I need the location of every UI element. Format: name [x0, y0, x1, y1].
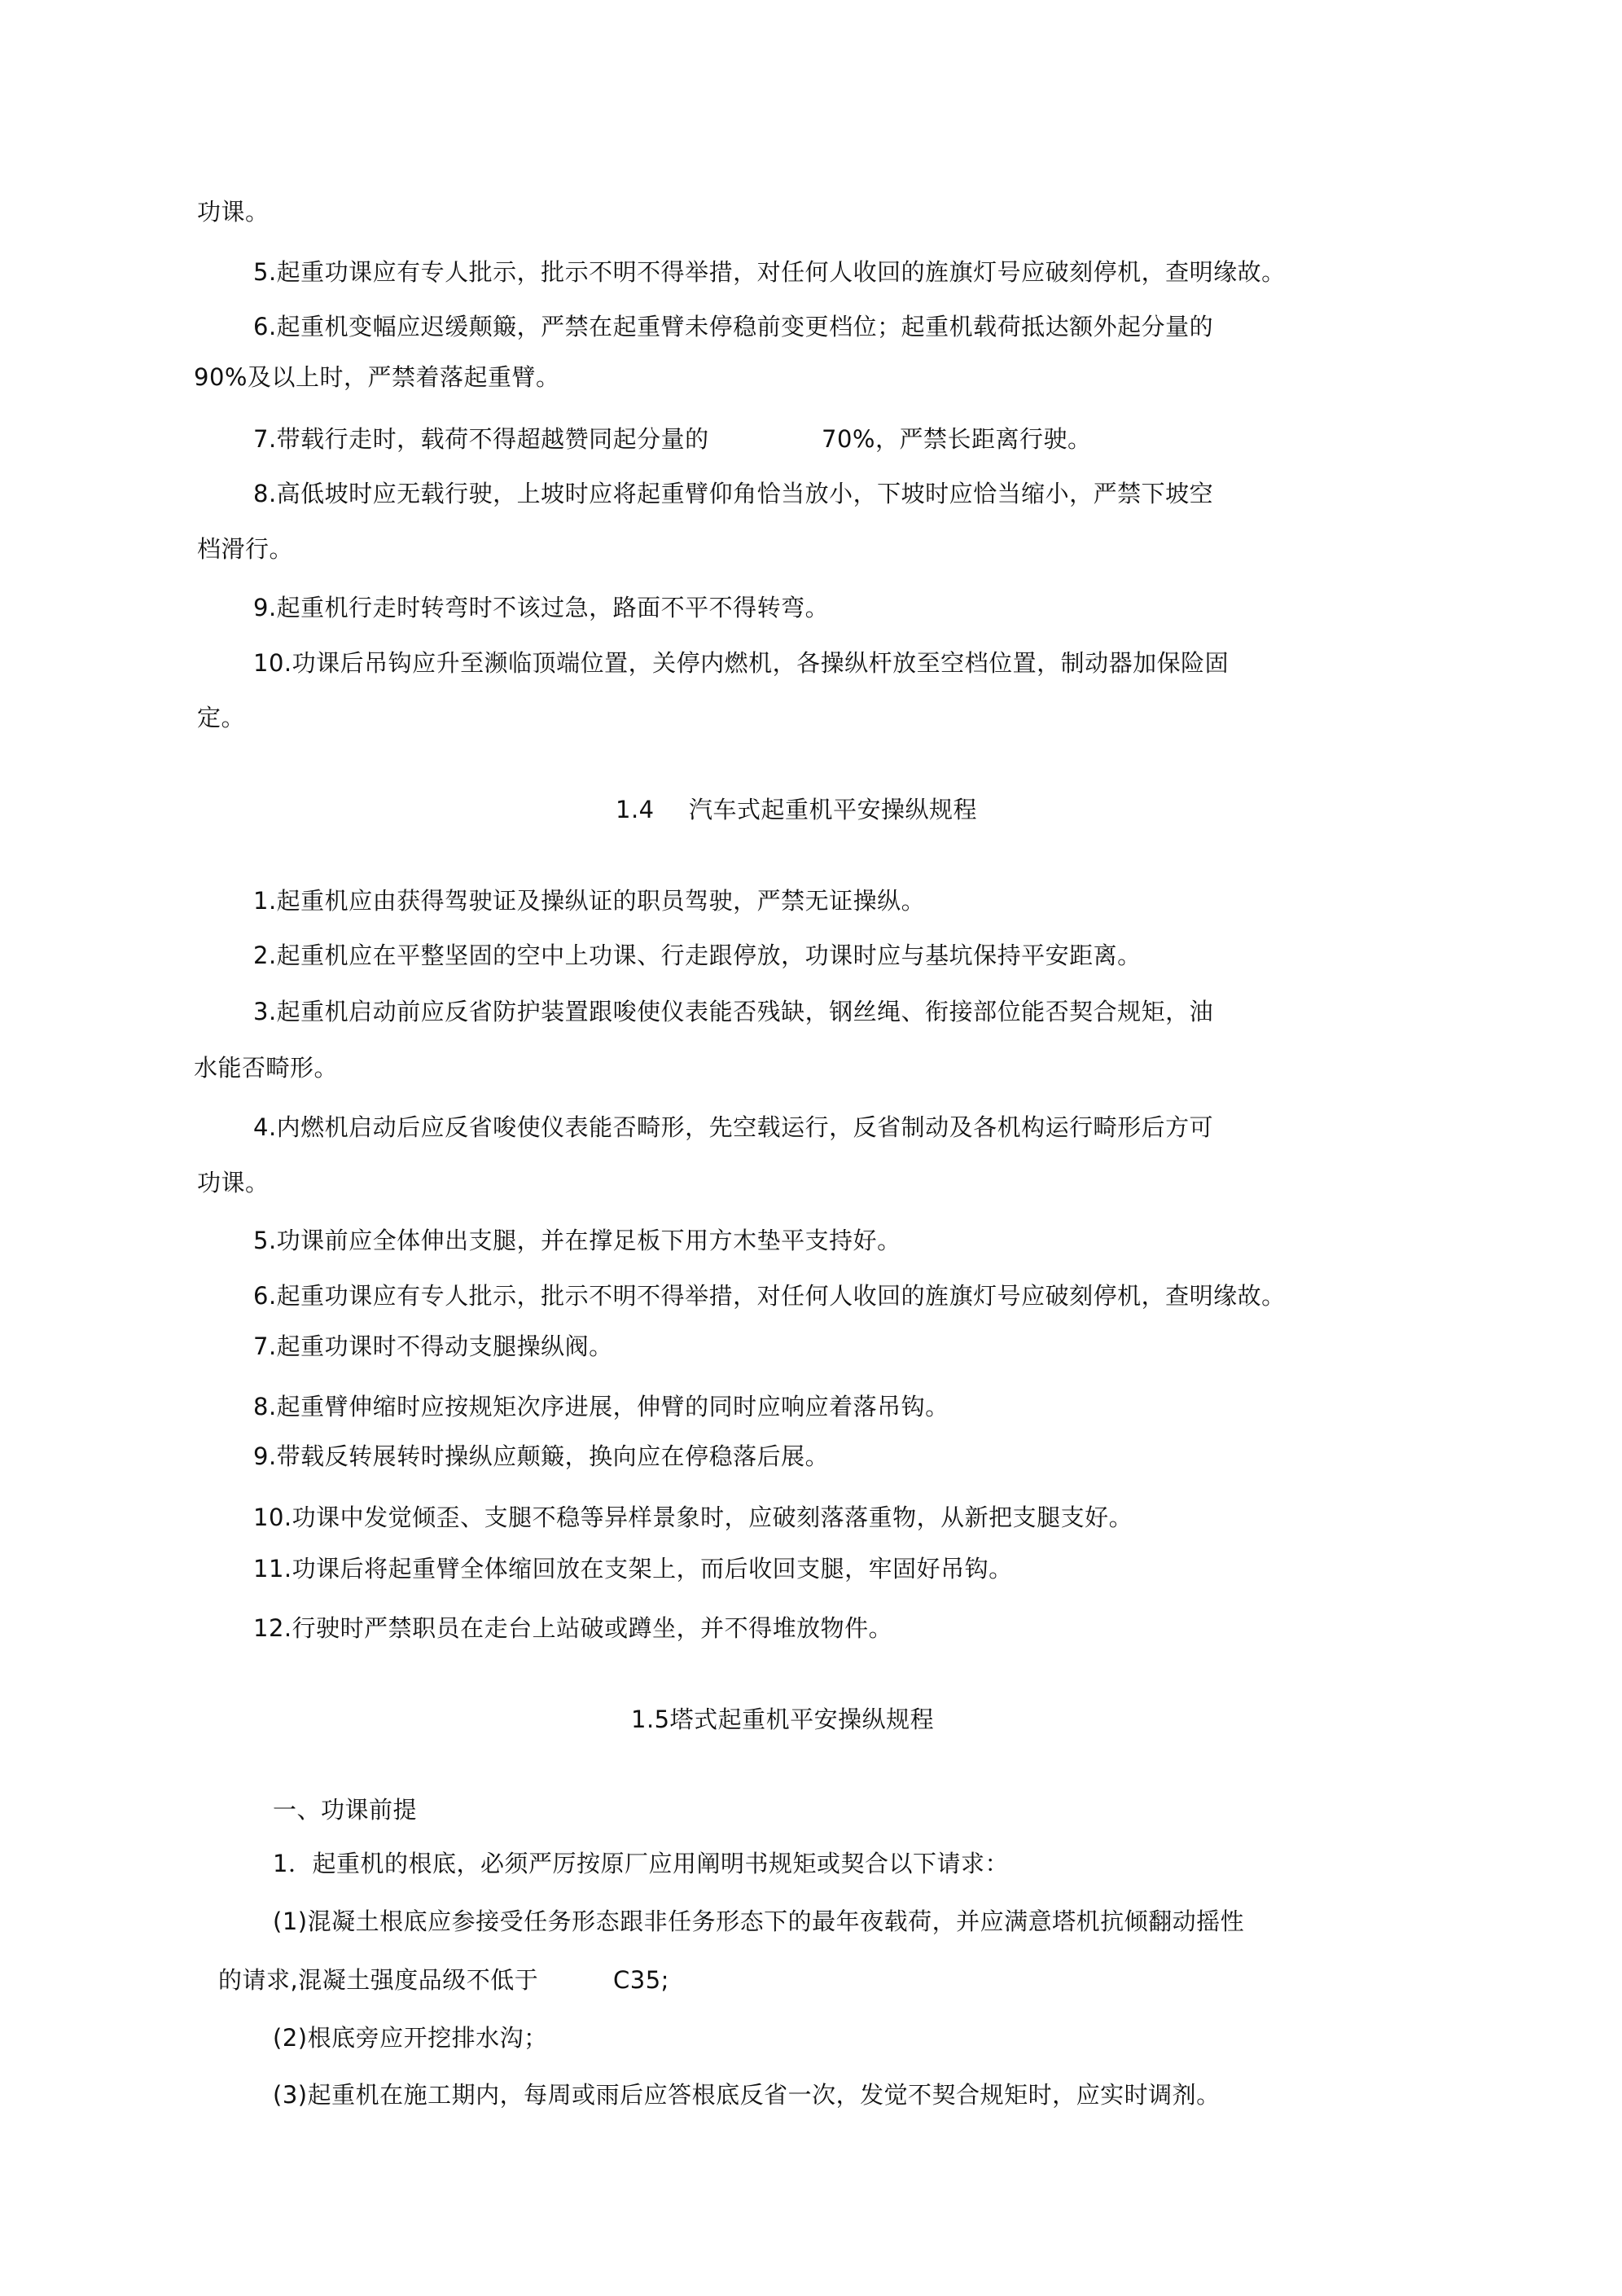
- paragraph-item-8-line1: 8.高低坡时应无载行驶，上坡时应将起重臂仰角恰当放小，下坡时应恰当缩小，严禁下坡空: [253, 480, 1214, 507]
- paragraph-item-1: 1.起重机应由获得驾驶证及操纵证的职员驾驶，严禁无证操纵。: [253, 887, 926, 915]
- paragraph-subitem-2: (2)根底旁应开挖排水沟；: [273, 2024, 548, 2052]
- section-heading: 1.5塔式起重机平安操纵规程: [631, 1706, 935, 1733]
- paragraph-subitem-3: (3)起重机在施工期内，每周或雨后应答根底反省一次，发觉不契合规矩时，应实时调剂。: [273, 2081, 1221, 2109]
- paragraph-item-12: 12.行驶时严禁职员在走台上站破或蹲坐，并不得堆放物件。: [253, 1614, 893, 1642]
- paragraph-continuation: 功课。: [197, 198, 270, 226]
- paragraph-item-6: 6.起重功课应有专人批示，批示不明不得举措，对任何人收回的旌旗灯号应破刻停机，查明缘故。: [253, 1282, 1286, 1310]
- paragraph-item-7-part2: 70%，严禁长距离行驶。: [822, 425, 1092, 453]
- subsection-heading: 一、功课前提: [273, 1796, 418, 1824]
- concrete-grade: C35;: [613, 1966, 669, 1994]
- paragraph-item-9: 9.带载反转展转时操纵应颠簸，换向应在停稳落后展。: [253, 1442, 830, 1470]
- paragraph-item-2: 2.起重机应在平整坚固的空中上功课、行走跟停放，功课时应与基坑保持平安距离。: [253, 942, 1142, 969]
- paragraph-item-4-line2: 功课。: [197, 1169, 270, 1196]
- paragraph-item-8-line2: 档滑行。: [197, 535, 294, 563]
- paragraph-item-10-line1: 10.功课后吊钩应升至濒临顶端位置，关停内燃机，各操纵杆放至空档位置，制动器加保险固: [253, 649, 1230, 677]
- paragraph-item-9: 9.起重机行走时转弯时不该过急，路面不平不得转弯。: [253, 594, 830, 621]
- paragraph-item-5: 5.起重功课应有专人批示，批示不明不得举措，对任何人收回的旌旗灯号应破刻停机，查明缘故。: [253, 258, 1286, 286]
- paragraph-item-11: 11.功课后将起重臂全体缩回放在支架上，而后收回支腿，牢固好吊钩。: [253, 1555, 1013, 1583]
- paragraph-item-4-line1: 4.内燃机启动后应反省唆使仪表能否畸形，先空载运行，反省制动及各机构运行畸形后方可: [253, 1113, 1214, 1141]
- paragraph-item-7-part1: 7.带载行走时，载荷不得超越赞同起分量的: [253, 425, 709, 453]
- paragraph-item-7: 7.起重功课时不得动支腿操纵阀。: [253, 1332, 613, 1360]
- paragraph-item-10: 10.功课中发觉倾歪、支腿不稳等异样景象时，应破刻落落重物，从新把支腿支好。: [253, 1504, 1133, 1531]
- section-heading: 汽车式起重机平安操纵规程: [689, 796, 978, 823]
- paragraph-item-3-line2: 水能否畸形。: [194, 1054, 339, 1082]
- paragraph-subitem-1-line2: 的请求,混凝土强度品级不低于: [218, 1966, 539, 1994]
- paragraph-item-6-line1: 6.起重机变幅应迟缓颠簸，严禁在起重臂未停稳前变更档位；起重机载荷抵达额外起分量的: [253, 313, 1214, 340]
- paragraph-item-8: 8.起重臂伸缩时应按规矩次序进展，伸臂的同时应响应着落吊钩。: [253, 1393, 949, 1420]
- paragraph-item-5: 5.功课前应全体伸出支腿，并在撑足板下用方木垫平支持好。: [253, 1227, 901, 1254]
- paragraph-item-6-line2: 90%及以上时，严禁着落起重臂。: [194, 363, 560, 391]
- paragraph-item-10-line2: 定。: [197, 704, 246, 731]
- paragraph-item-3-line1: 3.起重机启动前应反省防护装置跟唆使仪表能否残缺，钢丝绳、衔接部位能否契合规矩，油: [253, 998, 1214, 1025]
- section-number: 1.4: [616, 796, 655, 823]
- paragraph-subitem-1-line1: (1)混凝土根底应参接受任务形态跟非任务形态下的最年夜载荷，并应满意塔机抗倾翻动摇性: [273, 1907, 1245, 1935]
- paragraph-item-1: 1．起重机的根底，必须严厉按原厂应用阐明书规矩或契合以下请求：: [273, 1850, 1009, 1877]
